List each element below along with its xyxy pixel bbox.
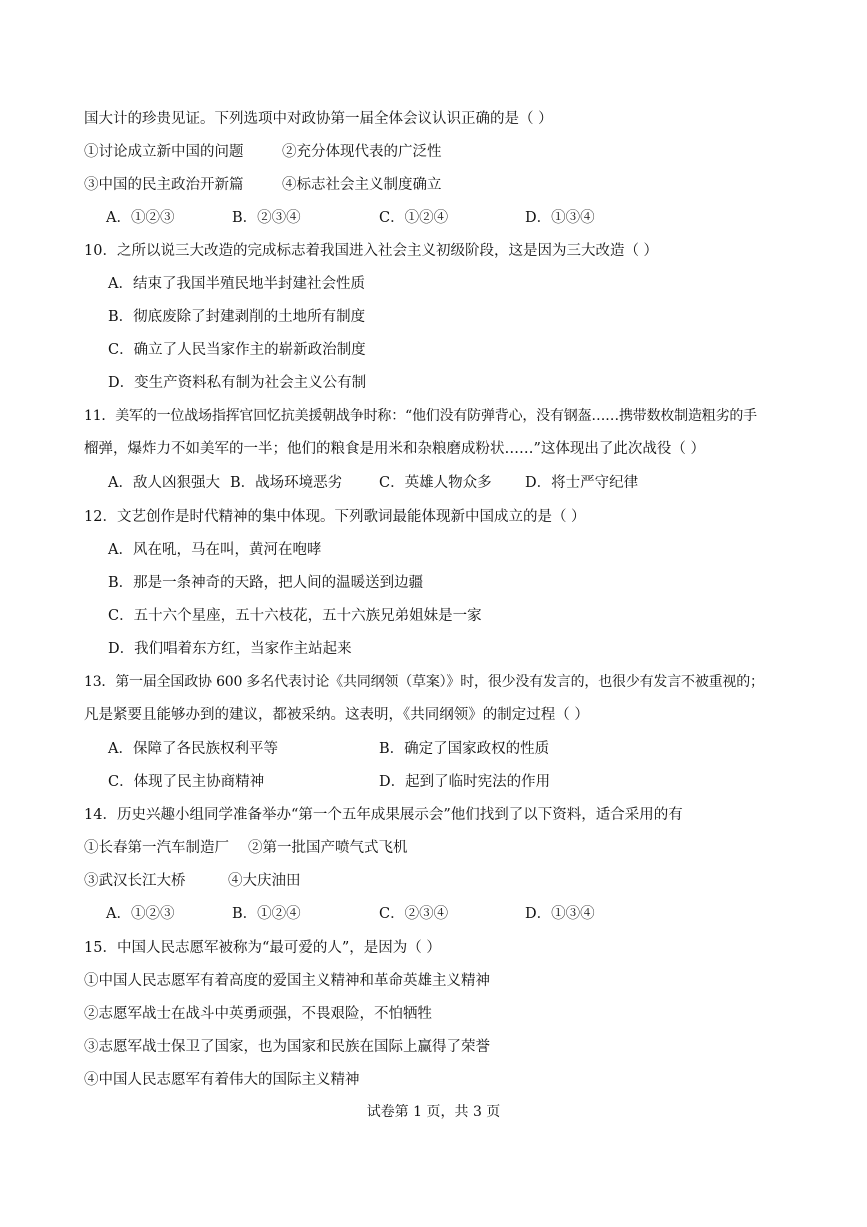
q13-option-b: B．确定了国家政权的性质	[379, 741, 550, 757]
q9-option-d: D．①③④	[525, 210, 595, 226]
q12-option-b: B．那是一条神奇的天路，把人间的温暖送到边疆	[108, 575, 424, 591]
q9-stem-continuation: 国大计的珍贵见证。下列选项中对政协第一届全体会议认识正确的是（ ）	[84, 111, 553, 127]
q12-stem: 12．文艺创作是时代精神的集中体现。下列歌词最能体现新中国成立的是（ ）	[84, 509, 586, 525]
q14-item-4: ④大庆油田	[228, 873, 301, 889]
q15-item-1: ①中国人民志愿军有着高度的爱国主义精神和革命英雄主义精神	[84, 973, 490, 989]
q10-option-a: A．结束了我国半殖民地半封建社会性质	[108, 276, 365, 292]
q14-option-c: C．②③④	[379, 906, 449, 922]
q14-option-d: D．①③④	[525, 906, 595, 922]
page-footer: 试卷第 1 页，共 3 页	[366, 1104, 501, 1120]
q14-stem: 14．历史兴趣小组同学准备举办“第一个五年成果展示会”他们找到了以下资料，适合采用的有	[84, 807, 683, 823]
q15-stem: 15．中国人民志愿军被称为“最可爱的人”，是因为（ ）	[84, 940, 441, 956]
q13-option-a: A．保障了各民族权利平等	[108, 741, 278, 757]
q9-item-1: ①讨论成立新中国的问题	[84, 144, 244, 160]
q11-option-b: B．战场环境恶劣	[230, 475, 343, 491]
q14-item-2: ②第一批国产喷气式飞机	[248, 840, 408, 856]
q15-item-4: ④中国人民志愿军有着伟大的国际主义精神	[84, 1072, 360, 1088]
q9-option-c: C．①②④	[379, 210, 449, 226]
q9-item-3: ③中国的民主政治开新篇	[84, 177, 244, 193]
q11-option-a: A．敌人凶狠强大	[108, 475, 220, 491]
q12-option-a: A．风在吼，马在叫，黄河在咆哮	[108, 542, 322, 558]
q14-item-1: ①长春第一汽车制造厂	[84, 840, 229, 856]
q13-option-d: D．起到了临时宪法的作用	[379, 774, 551, 790]
q10-stem: 10．之所以说三大改造的完成标志着我国进入社会主义初级阶段，这是因为三大改造（ ）	[84, 243, 659, 259]
q12-option-d: D．我们唱着东方红，当家作主站起来	[108, 641, 352, 657]
q13-stem-line1: 13．第一届全国政协 600 多名代表讨论《共同纲领（草案）》时，很少没有发言的，也很少有发言不被重视的；	[84, 674, 764, 690]
q11-stem-line2: 榴弹，爆炸力不如美军的一半；他们的粮食是用米和杂粮磨成粉状……”这体现出了此次战役（ ）	[84, 441, 706, 457]
q9-item-4: ④标志社会主义制度确立	[282, 177, 442, 193]
q13-option-c: C．体现了民主协商精神	[108, 774, 265, 790]
q15-item-2: ②志愿军战士在战斗中英勇顽强，不畏艰险，不怕牺牲	[84, 1006, 432, 1022]
q14-option-a: A．①②③	[106, 906, 175, 922]
q10-option-c: C．确立了人民当家作主的崭新政治制度	[108, 342, 366, 358]
q14-option-b: B．①②④	[232, 906, 301, 922]
q15-item-3: ③志愿军战士保卫了国家，也为国家和民族在国际上赢得了荣誉	[84, 1039, 490, 1055]
q11-option-d: D．将士严守纪律	[525, 475, 639, 491]
q12-option-c: C．五十六个星座，五十六枝花，五十六族兄弟姐妹是一家	[108, 608, 482, 624]
q9-option-b: B．②③④	[232, 210, 301, 226]
q14-item-3: ③武汉长江大桥	[84, 873, 186, 889]
q11-option-c: C．英雄人物众多	[379, 475, 492, 491]
q9-option-a: A．①②③	[106, 210, 175, 226]
q13-stem-line2: 凡是紧要且能够办到的建议，都被采纳。这表明，《共同纲领》的制定过程（ ）	[84, 707, 589, 723]
q10-option-d: D．变生产资料私有制为社会主义公有制	[108, 375, 367, 391]
q10-option-b: B．彻底废除了封建剥削的土地所有制度	[108, 309, 366, 325]
q9-item-2: ②充分体现代表的广泛性	[282, 144, 442, 160]
q11-stem-line1: 11．美军的一位战场指挥官回忆抗美援朝战争时称：“他们没有防弹背心，没有钢盔……携带数枚制造粗劣的手	[84, 408, 757, 424]
